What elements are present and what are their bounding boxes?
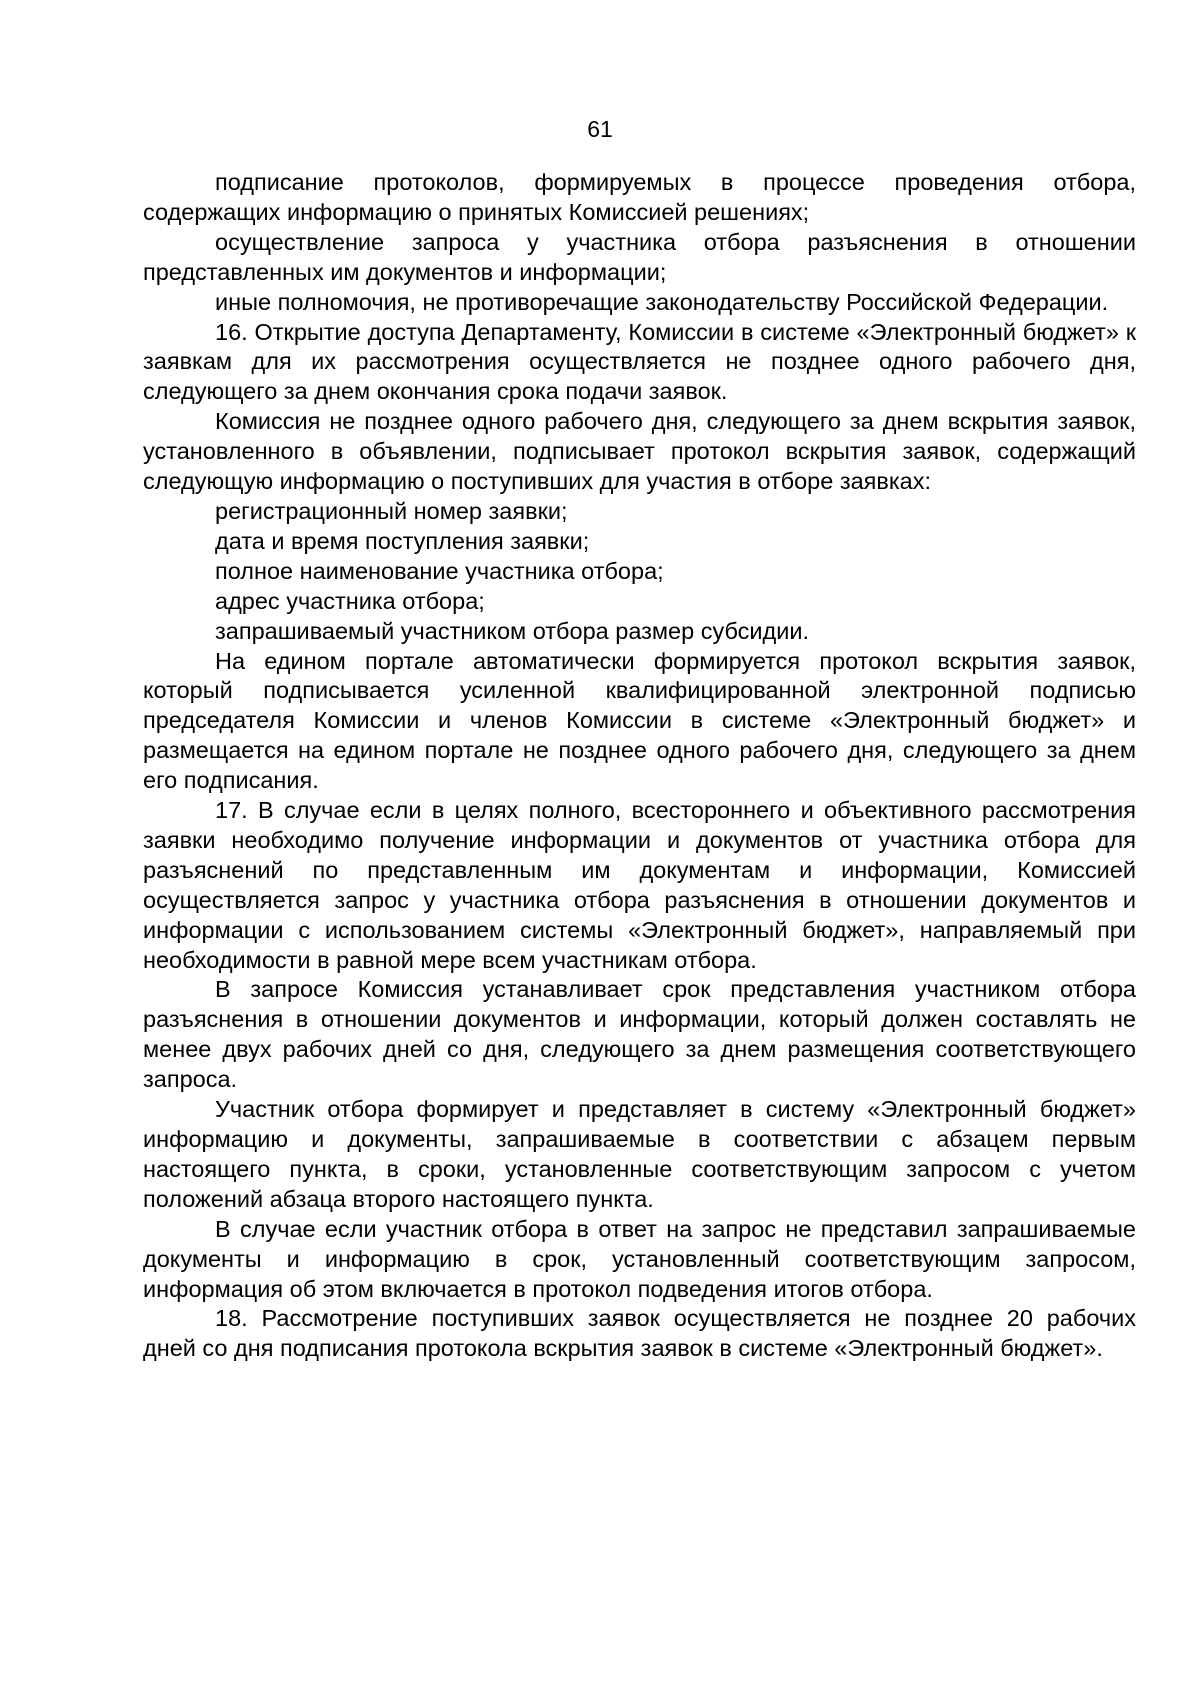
paragraph-2: осуществление запроса у участника отбора разъяснения в отношении представленных им документов и информации; — [143, 228, 1136, 285]
paragraph-10: запрашиваемый участником отбора размер субсидии. — [215, 617, 810, 644]
paragraph-14: Участник отбора формирует и представляет в систему «Электронный бюджет» информацию и документы, запрашиваемые в соответствии с абзацем первым настоящего пункта, в сроки, установленные соответствующим запросом с учетом положений абзаца второго настоящего пункта. — [143, 1096, 1136, 1212]
paragraph-5: Комиссия не позднее одного рабочего дня, следующего за днем вскрытия заявок, установленного в объявлении, подписывает протокол вскрытия заявок, содержащий следующую информацию о поступивших для участия в отборе заявках: — [143, 408, 1136, 495]
paragraph-4: 16. Открытие доступа Департаменту, Комиссии в системе «Электронный бюджет» к заявкам для их рассмотрения осуществляется не позднее одного рабочего дня, следующего за днем окончания срока подачи заявок. — [143, 318, 1136, 405]
paragraph-1: подписание протоколов, формируемых в процессе проведения отбора, содержащих информацию о принятых Комиссией решениях; — [143, 169, 1136, 225]
paragraph-15: В случае если участник отбора в ответ на запрос не представил запрашиваемые документы и информацию в срок, установленный соответствующим запросом, информация об этом включается в протокол подведения итогов отбора. — [143, 1215, 1136, 1302]
paragraph-8: полное наименование участника отбора; — [215, 557, 664, 584]
paragraph-12: 17. В случае если в целях полного, всестороннего и объективного рассмотрения заявки необходимо получение информации и документов от участника отбора для разъяснений по представленным им документам и информации, Комиссией осуществляется запрос у участника отбора разъяснения в отношении документов и информации с использованием системы «Электронный бюджет», направляемый при необходимости в равной мере всем участникам отбора. — [143, 797, 1136, 973]
paragraph-9: адрес участника отбора; — [215, 587, 485, 614]
paragraph-13: В запросе Комиссия устанавливает срок представления участником отбора разъяснения в отношении документов и информации, который должен составлять не менее двух рабочих дней со дня, следующего за днем размещения соответствующего запроса. — [143, 976, 1136, 1093]
paragraph-7: дата и время поступления заявки; — [215, 527, 590, 554]
paragraph-16: 18. Рассмотрение поступивших заявок осуществляется не позднее 20 рабочих дней со дня подписания протокола вскрытия заявок в системе «Электронный бюджет». — [143, 1305, 1136, 1362]
paragraph-6: регистрационный номер заявки; — [215, 497, 568, 524]
page-number: 61 — [587, 116, 613, 142]
paragraph-3: иные полномочия, не противоречащие законодательству Российской Федерации. — [215, 288, 1109, 315]
paragraph-11: На едином портале автоматически формируется протокол вскрытия заявок, который подписывается усиленной квалифицированной электронной подписью председателя Комиссии и членов Комиссии в системе «Электронный бюджет» и размещается на едином портале не позднее одного рабочего дня, следующего за днем его подписания. — [143, 647, 1136, 794]
document-body — [143, 168, 1136, 1364]
